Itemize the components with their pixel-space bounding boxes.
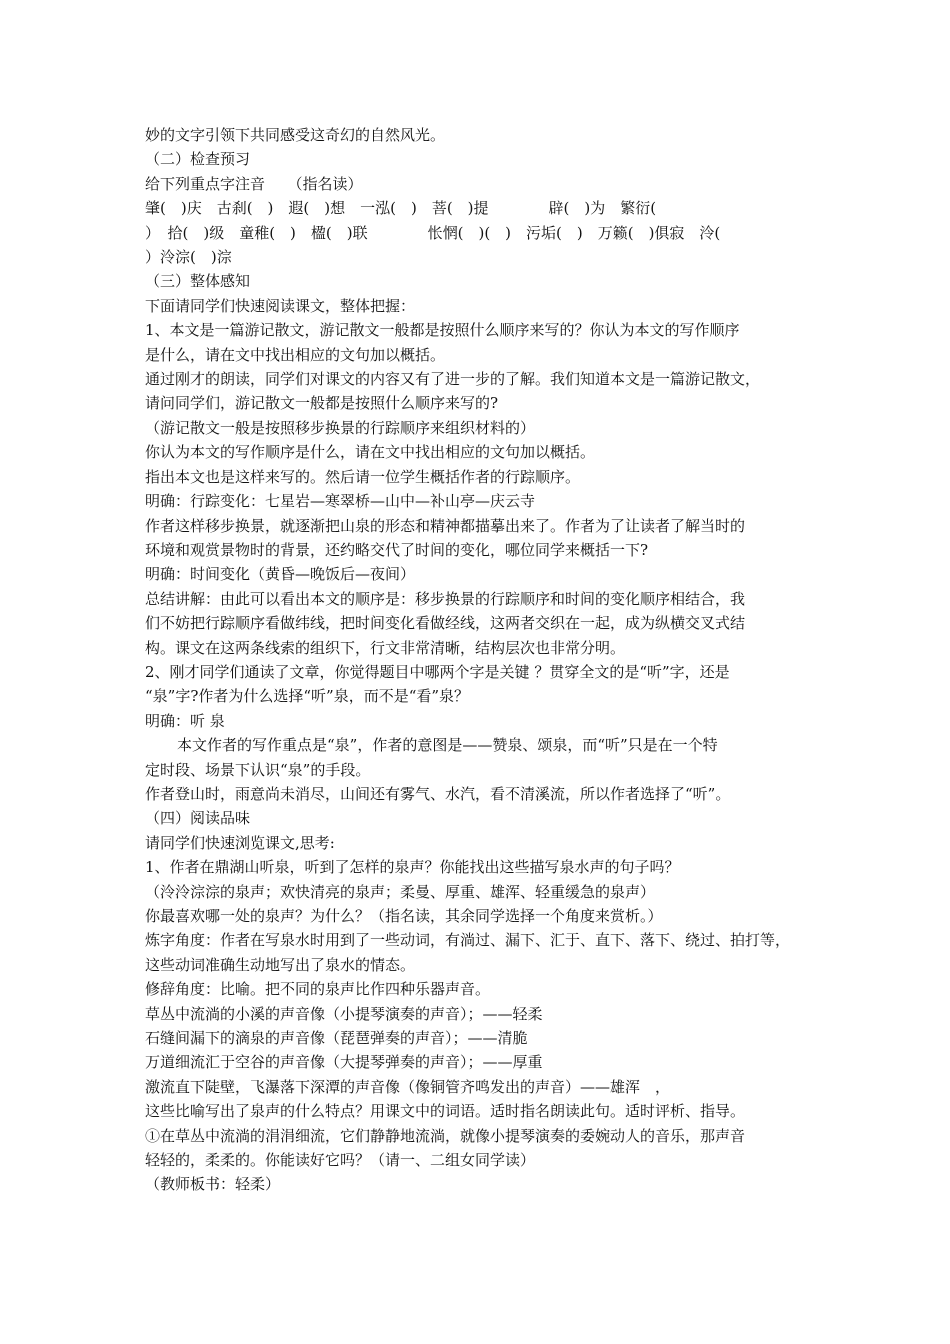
text-line: 这些比喻写出了泉声的什么特点？用课文中的词语。适时指名朗读此句。适时评析、指导。: [145, 1102, 746, 1121]
text-line: 作者登山时，雨意尚未消尽，山间还有雾气、水汽，看不清溪流，所以作者选择了“听”。: [145, 784, 731, 803]
section-heading: （二）检查预习: [145, 150, 251, 169]
text-line: 妙的文字引领下共同感受这奇幻的自然风光。: [145, 126, 446, 144]
text-line: “泉”字?作者为什么选择“听”泉，而不是“看”泉？: [145, 687, 470, 706]
text-line: 构。课文在这两条线索的组织下，行文非常清晰，结构层次也非常分明。: [145, 638, 626, 657]
text-line: 轻轻的，柔柔的。你能读好它吗？（请一、二组女同学读）: [145, 1151, 536, 1170]
text-line: 明确：听 泉: [145, 711, 225, 730]
text-line: 环境和观赏景物时的背景，还约略交代了时间的变化，哪位同学来概括一下?: [145, 540, 649, 559]
text-line: 请同学们快速浏览课文,思考:: [145, 833, 335, 852]
text-line: （教师板书：轻柔）: [145, 1175, 281, 1194]
text-line: 是什么，请在文中找出相应的文句加以概括。: [145, 345, 446, 364]
text-line: 总结讲解：由此可以看出本文的顺序是：移步换景的行踪顺序和时间的变化顺序相结合，我: [145, 589, 746, 608]
text-line: 肇( )庆 古刹( ) 遐( )想 一泓( ) 菩( )提 辟( )为 繁衍(: [145, 199, 657, 218]
text-line: 明确：时间变化（黄昏—晚饭后—夜间）: [145, 565, 416, 584]
text-line: 作者这样移步换景，就逐渐把山泉的形态和精神都描摹出来了。作者为了让读者了解当时的: [145, 516, 746, 535]
text-line: （游记散文一般是按照移步换景的行踪顺序来组织材料的）: [145, 418, 536, 437]
text-line: ）泠淙( )淙: [145, 248, 232, 267]
text-line: 定时段、场景下认识“泉”的手段。: [145, 760, 371, 779]
text-line: 你认为本文的写作顺序是什么，请在文中找出相应的文句加以概括。: [145, 443, 596, 462]
document-body: [145, 123, 815, 1197]
text-line: 指出本文也是这样来写的。然后请一位学生概括作者的行踪顺序。: [145, 467, 581, 486]
text-line: 明确：行踪变化：七星岩—寒翠桥—山中—补山亭—庆云寺: [145, 492, 536, 511]
text-line: 下面请同学们快速阅读课文，整体把握：: [145, 296, 416, 315]
text-line: ） 拾( )级 童稚( ) 楹( )联 怅惘( )( ) 污垢( ) 万籁( )俱寂 泠(: [145, 223, 721, 242]
text-line: ①在草丛中流淌的涓涓细流，它们静静地流淌，就像小提琴演奏的委婉动人的音乐，那声音: [145, 1126, 746, 1145]
text-line: 1、作者在鼎湖山听泉，听到了怎样的泉声？你能找出这些描写泉水声的句子吗？: [145, 858, 680, 877]
text-line: 2、刚才同学们通读了文章，你觉得题目中哪两个字是关键 ？贯穿全文的是“听”字，还是: [145, 662, 730, 681]
text-line: 炼字角度：作者在写泉水时用到了一些动词，有淌过、漏下、汇于、直下、落下、绕过、拍打等，: [145, 931, 791, 950]
text-line: 们不妨把行踪顺序看做纬线，把时间变化看做经线，这两者交织在一起，成为纵横交叉式结: [145, 614, 746, 633]
text-line: 修辞角度：比喻。把不同的泉声比作四种乐器声音。: [145, 980, 491, 999]
section-heading: （三）整体感知: [145, 272, 251, 291]
text-line: 万道细流汇于空谷的声音像（大提琴弹奏的声音）；——厚重: [145, 1053, 543, 1072]
text-line: 你最喜欢哪一处的泉声？为什么？（指名读，其余同学选择一个角度来赏析。）: [145, 907, 663, 925]
text-line: 给下列重点字注音 （指名读）: [145, 174, 363, 193]
text-line: 本文作者的写作重点是“泉”，作者的意图是——赞泉、颂泉，而“听”只是在一个特: [177, 736, 718, 755]
text-line: 1、本文是一篇游记散文，游记散文一般都是按照什么顺序来写的？你认为本文的写作顺序: [145, 321, 740, 340]
text-line: 通过刚才的朗读，同学们对课文的内容又有了进一步的了解。我们知道本文是一篇游记散文，: [145, 370, 761, 389]
section-heading: （四）阅读品味: [145, 809, 251, 828]
text-line: （泠泠淙淙的泉声；欢快清亮的泉声；柔曼、厚重、雄浑、轻重缓急的泉声）: [145, 882, 656, 901]
text-line: 石缝间漏下的滴泉的声音像（琵琶弹奏的声音）；——清脆: [145, 1029, 528, 1048]
text-line: 激流直下陡壁，飞瀑落下深潭的声音像（像铜管齐鸣发出的声音）——雄浑 ，: [145, 1077, 671, 1096]
text-line: 这些动词准确生动地写出了泉水的情态。: [145, 955, 416, 974]
text-line: 请问同学们，游记散文一般都是按照什么顺序来写的?: [145, 394, 499, 413]
text-line: 草丛中流淌的小溪的声音像（小提琴演奏的声音）；——轻柔: [145, 1004, 543, 1023]
